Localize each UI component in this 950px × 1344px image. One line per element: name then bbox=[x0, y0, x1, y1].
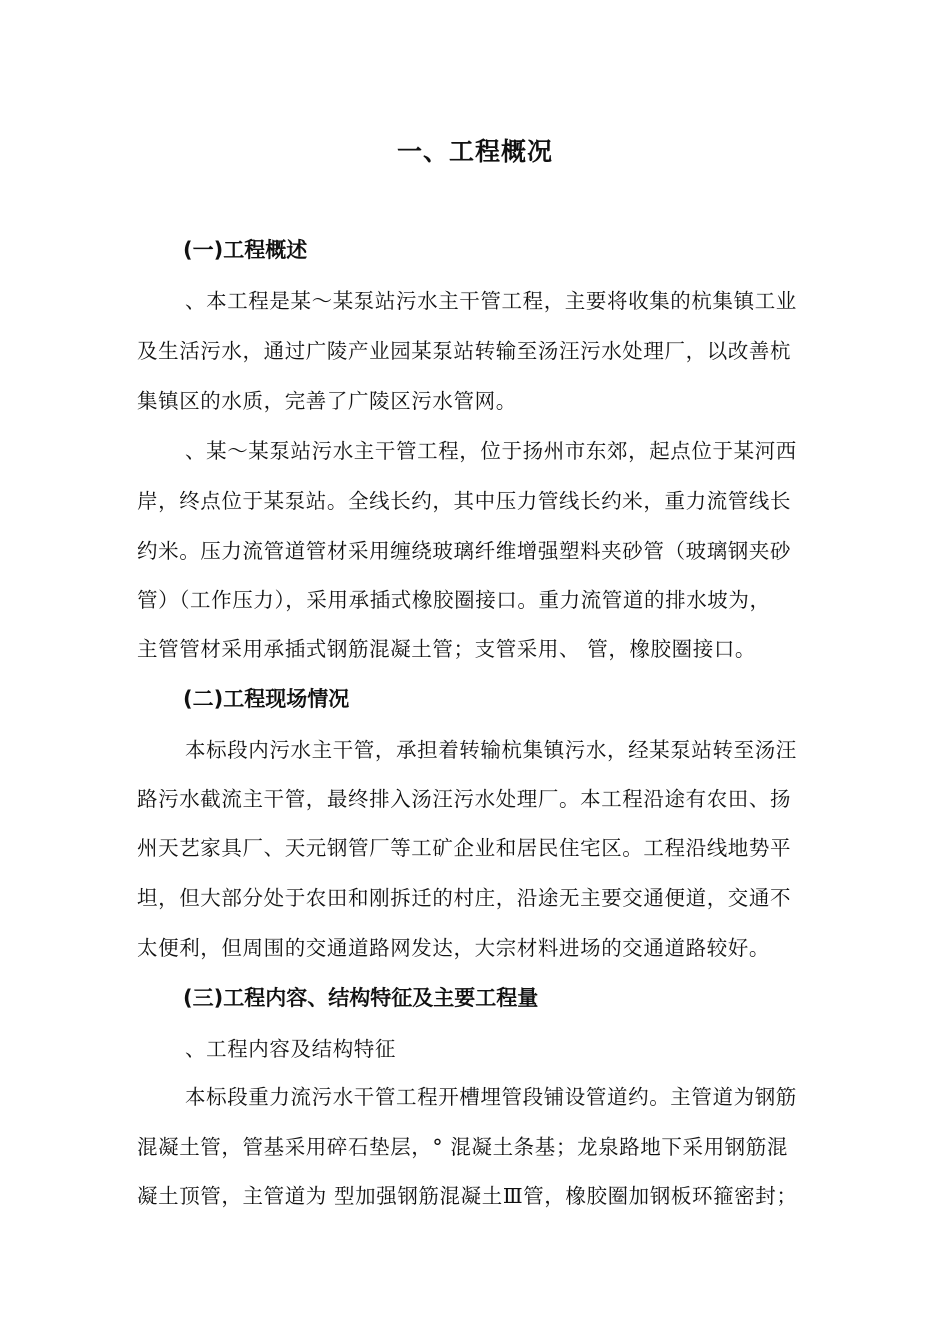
section-heading-site: (二)工程现场情况 bbox=[183, 687, 350, 711]
section-heading-content: (三)工程内容、结构特征及主要工程量 bbox=[183, 986, 539, 1010]
paragraph-line: 混凝土管，管基采用碎石垫层，° 混凝土条基；龙泉路地下采用钢筋混 bbox=[137, 1135, 788, 1159]
document-title: 一、工程概况 bbox=[396, 137, 553, 166]
paragraph-line: 约米。压力流管道管材采用缠绕玻璃纤维增强塑料夹砂管（玻璃钢夹砂 bbox=[137, 539, 792, 563]
paragraph-line: 集镇区的水质，完善了广陵区污水管网。 bbox=[137, 389, 517, 413]
paragraph-line: 管）（工作压力），采用承插式橡胶圈接口。重力流管道的排水坡为， bbox=[137, 588, 771, 612]
section-heading-overview: (一)工程概述 bbox=[183, 238, 308, 262]
paragraph-line: 岸，终点位于某泵站。全线长约，其中压力管线长约米，重力流管线长 bbox=[137, 489, 792, 513]
paragraph-line: 本标段重力流污水干管工程开槽埋管段铺设管道约。主管道为钢筋 bbox=[185, 1085, 797, 1109]
paragraph-line: 凝土顶管，主管道为 型加强钢筋混凝土Ⅲ管，橡胶圈加钢板环箍密封； bbox=[137, 1184, 798, 1208]
paragraph-line: 太便利，但周围的交通道路网发达，大宗材料进场的交通道路较好。 bbox=[137, 936, 770, 960]
paragraph-line: 本标段内污水主干管，承担着转输杭集镇污水，经某泵站转至汤汪 bbox=[185, 738, 797, 762]
paragraph-line: 路污水截流主干管，最终排入汤汪污水处理厂。本工程沿途有农田、扬 bbox=[137, 787, 792, 811]
paragraph-line: 州天艺家具厂、天元钢管厂等工矿企业和居民住宅区。工程沿线地势平 bbox=[137, 836, 792, 860]
paragraph-line: 主管管材采用承插式钢筋混凝土管；支管采用、 管，橡胶圈接口。 bbox=[137, 637, 757, 661]
paragraph-line: 、某～某泵站污水主干管工程，位于扬州市东郊，起点位于某河西 bbox=[185, 439, 797, 463]
paragraph-line: 、本工程是某～某泵站污水主干管工程，主要将收集的杭集镇工业 bbox=[185, 289, 797, 313]
paragraph-line: 及生活污水，通过广陵产业园某泵站转输至汤汪污水处理厂，以改善杭 bbox=[137, 339, 792, 363]
subsection-heading: 、工程内容及结构特征 bbox=[185, 1037, 396, 1061]
paragraph-line: 坦，但大部分处于农田和刚拆迁的村庄，沿途无主要交通便道，交通不 bbox=[137, 886, 792, 910]
